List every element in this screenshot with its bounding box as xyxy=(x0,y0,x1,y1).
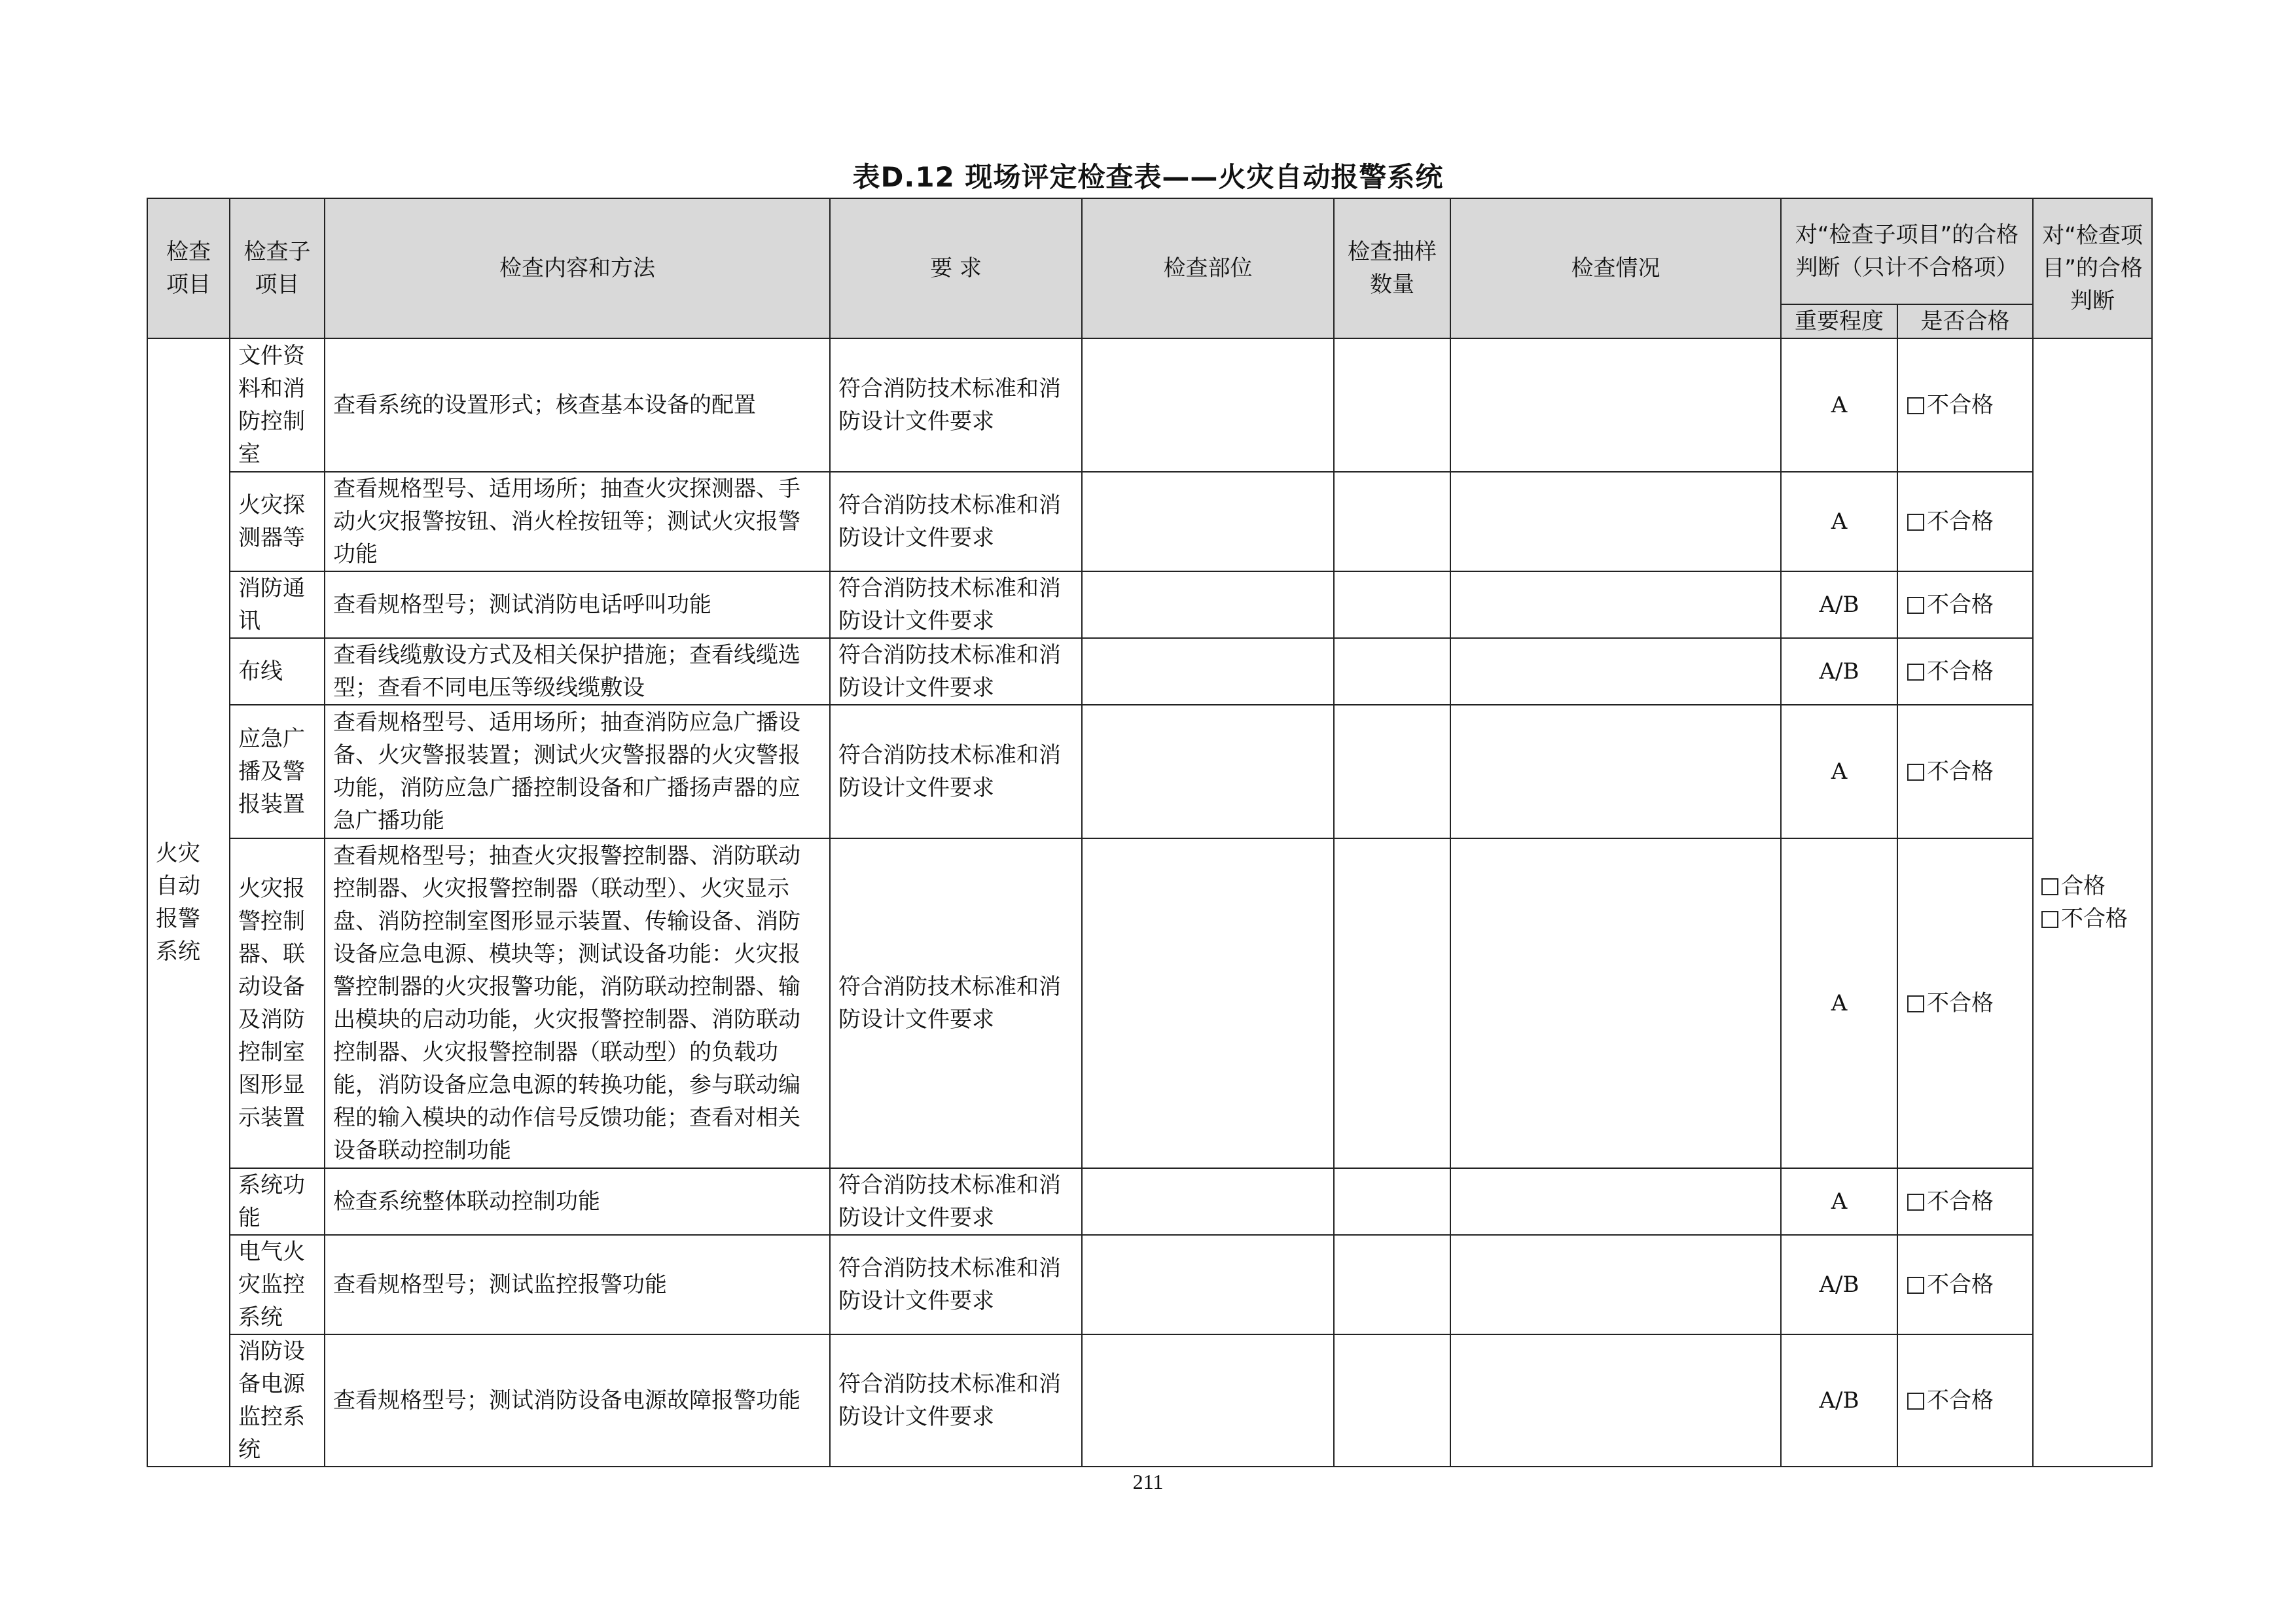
location-cell[interactable] xyxy=(1082,1168,1334,1235)
fail-label: 不合格 xyxy=(1927,758,1994,785)
fail-label: 不合格 xyxy=(1927,592,1994,618)
location-cell[interactable] xyxy=(1082,1235,1334,1334)
situation-cell[interactable] xyxy=(1450,472,1781,571)
importance-level: A xyxy=(1781,705,1897,838)
checkbox-icon[interactable] xyxy=(1907,995,1924,1012)
header-item: 检查项目 xyxy=(147,198,230,338)
subitem-name: 文件资料和消防控制室 xyxy=(230,338,325,472)
header-situation: 检查情况 xyxy=(1450,198,1781,338)
location-cell[interactable] xyxy=(1082,1334,1334,1467)
item-judgement-cell[interactable] xyxy=(2033,338,2152,1467)
checkbox-icon[interactable] xyxy=(1907,1277,1924,1294)
table-title: 表D.12 现场评定检查表——火灾自动报警系统 xyxy=(852,161,1444,193)
requirement: 符合消防技术标准和消防设计文件要求 xyxy=(830,705,1082,838)
header-subitem: 检查子项目 xyxy=(230,198,325,338)
requirement: 符合消防技术标准和消防设计文件要求 xyxy=(830,571,1082,638)
header-method: 检查内容和方法 xyxy=(325,198,830,338)
subitem-name: 系统功能 xyxy=(230,1168,325,1235)
fail-checkbox-cell[interactable] xyxy=(1897,1334,2033,1467)
fail-option[interactable] xyxy=(2041,902,2144,935)
sample-count-cell[interactable] xyxy=(1334,338,1450,472)
subitem-name: 布线 xyxy=(230,638,325,705)
check-method: 查看规格型号；抽查火灾报警控制器、消防联动控制器、火灾报警控制器（联动型）、火灾显示盘、消防控制室图形显示装置、传输设备、消防设备应急电源、模块等；测试设备功能：火灾报警控制器的火灾报警功能，消防联动控制器、输出模块的启动功能，火灾报警控制器、消防联动控制器、火灾报警控制器（联动型）的负载功能，消防设备应急电源的转换功能，参与联动编程的输入模块的动作信号反馈功能；查看对相关设备联动控制功能 xyxy=(325,838,830,1168)
checkbox-icon[interactable] xyxy=(2041,911,2058,928)
importance-level: A xyxy=(1781,338,1897,472)
checkbox-icon[interactable] xyxy=(1907,597,1924,614)
header-location: 检查部位 xyxy=(1082,198,1334,338)
sample-count-cell[interactable] xyxy=(1334,571,1450,638)
situation-cell[interactable] xyxy=(1450,838,1781,1168)
situation-cell[interactable] xyxy=(1450,638,1781,705)
pass-option[interactable] xyxy=(2041,870,2144,902)
check-method: 查看规格型号、适用场所；抽查火灾探测器、手动火灾报警按钮、消火栓按钮等；测试火灾报警功能 xyxy=(325,472,830,571)
situation-cell[interactable] xyxy=(1450,338,1781,472)
sample-count-cell[interactable] xyxy=(1334,1235,1450,1334)
situation-cell[interactable] xyxy=(1450,1168,1781,1235)
location-cell[interactable] xyxy=(1082,472,1334,571)
requirement: 符合消防技术标准和消防设计文件要求 xyxy=(830,1334,1082,1467)
importance-level: A/B xyxy=(1781,571,1897,638)
fail-checkbox-cell[interactable] xyxy=(1897,838,2033,1168)
requirement: 符合消防技术标准和消防设计文件要求 xyxy=(830,1168,1082,1235)
importance-level: A xyxy=(1781,838,1897,1168)
checkbox-icon[interactable] xyxy=(1907,397,1924,414)
fail-checkbox-cell[interactable] xyxy=(1897,1235,2033,1334)
fail-checkbox-cell[interactable] xyxy=(1897,472,2033,571)
header-sample-count: 检查抽样数量 xyxy=(1334,198,1450,338)
location-cell[interactable] xyxy=(1082,338,1334,472)
sample-count-cell[interactable] xyxy=(1334,1334,1450,1467)
fail-label: 不合格 xyxy=(1927,392,1994,418)
situation-cell[interactable] xyxy=(1450,1235,1781,1334)
sample-count-cell[interactable] xyxy=(1334,638,1450,705)
location-cell[interactable] xyxy=(1082,638,1334,705)
situation-cell[interactable] xyxy=(1450,571,1781,638)
checkbox-icon[interactable] xyxy=(1907,1393,1924,1410)
fail-checkbox-cell[interactable] xyxy=(1897,571,2033,638)
situation-cell[interactable] xyxy=(1450,1334,1781,1467)
requirement: 符合消防技术标准和消防设计文件要求 xyxy=(830,1235,1082,1334)
subitem-name: 消防通讯 xyxy=(230,571,325,638)
checkbox-icon[interactable] xyxy=(1907,664,1924,681)
sample-count-cell[interactable] xyxy=(1334,472,1450,571)
importance-level: A/B xyxy=(1781,638,1897,705)
checkbox-icon[interactable] xyxy=(1907,764,1924,781)
subitem-name: 消防设备电源监控系统 xyxy=(230,1334,325,1467)
importance-level: A/B xyxy=(1781,1334,1897,1467)
checkbox-icon[interactable] xyxy=(1907,514,1924,531)
header-sub-judgement: 对“检查子项目”的合格判断（只计不合格项） xyxy=(1781,198,2033,304)
subitem-name: 应急广播及警报装置 xyxy=(230,705,325,838)
inspection-table xyxy=(147,198,2153,1467)
header-importance: 重要程度 xyxy=(1781,304,1897,338)
requirement: 符合消防技术标准和消防设计文件要求 xyxy=(830,638,1082,705)
location-cell[interactable] xyxy=(1082,571,1334,638)
location-cell[interactable] xyxy=(1082,838,1334,1168)
importance-level: A xyxy=(1781,472,1897,571)
sample-count-cell[interactable] xyxy=(1334,705,1450,838)
check-method: 查看规格型号；测试消防设备电源故障报警功能 xyxy=(325,1334,830,1467)
checkbox-icon[interactable] xyxy=(2041,878,2058,895)
fail-label: 不合格 xyxy=(1927,508,1994,535)
fail-label: 不合格 xyxy=(1927,658,1994,685)
location-cell[interactable] xyxy=(1082,705,1334,838)
subitem-name: 火灾探测器等 xyxy=(230,472,325,571)
fail-label: 不合格 xyxy=(1927,990,1994,1016)
sample-count-cell[interactable] xyxy=(1334,1168,1450,1235)
requirement: 符合消防技术标准和消防设计文件要求 xyxy=(830,472,1082,571)
header-requirement: 要 求 xyxy=(830,198,1082,338)
fail-label: 不合格 xyxy=(2061,906,2128,932)
header-pass-fail: 是否合格 xyxy=(1897,304,2033,338)
situation-cell[interactable] xyxy=(1450,705,1781,838)
sample-count-cell[interactable] xyxy=(1334,838,1450,1168)
fail-checkbox-cell[interactable] xyxy=(1897,338,2033,472)
check-method: 查看系统的设置形式；核查基本设备的配置 xyxy=(325,338,830,472)
fail-label: 不合格 xyxy=(1927,1188,1994,1215)
header-item-judgement: 对“检查项目”的合格判断 xyxy=(2033,198,2152,338)
importance-level: A/B xyxy=(1781,1235,1897,1334)
page-number: 211 xyxy=(1132,1470,1164,1493)
check-method: 查看规格型号；测试消防电话呼叫功能 xyxy=(325,571,830,638)
fail-label: 不合格 xyxy=(1927,1387,1994,1414)
fail-checkbox-cell[interactable] xyxy=(1897,638,2033,705)
subitem-name: 电气火灾监控系统 xyxy=(230,1235,325,1334)
check-method: 检查系统整体联动控制功能 xyxy=(325,1168,830,1235)
requirement: 符合消防技术标准和消防设计文件要求 xyxy=(830,338,1082,472)
check-method: 查看规格型号、适用场所；抽查消防应急广播设备、火灾警报装置；测试火灾警报器的火灾警报功能，消防应急广播控制设备和广播扬声器的应急广播功能 xyxy=(325,705,830,838)
subitem-name: 火灾报警控制器、联动设备及消防控制室图形显示装置 xyxy=(230,838,325,1168)
requirement: 符合消防技术标准和消防设计文件要求 xyxy=(830,838,1082,1168)
check-method: 查看规格型号；测试监控报警功能 xyxy=(325,1235,830,1334)
fail-label: 不合格 xyxy=(1927,1272,1994,1298)
pass-label: 合格 xyxy=(2061,873,2106,899)
fail-checkbox-cell[interactable] xyxy=(1897,1168,2033,1235)
check-method: 查看线缆敷设方式及相关保护措施；查看线缆选型；查看不同电压等级线缆敷设 xyxy=(325,638,830,705)
item-name: 火灾自动报警系统 xyxy=(147,338,230,1467)
fail-checkbox-cell[interactable] xyxy=(1897,705,2033,838)
importance-level: A xyxy=(1781,1168,1897,1235)
checkbox-icon[interactable] xyxy=(1907,1194,1924,1211)
